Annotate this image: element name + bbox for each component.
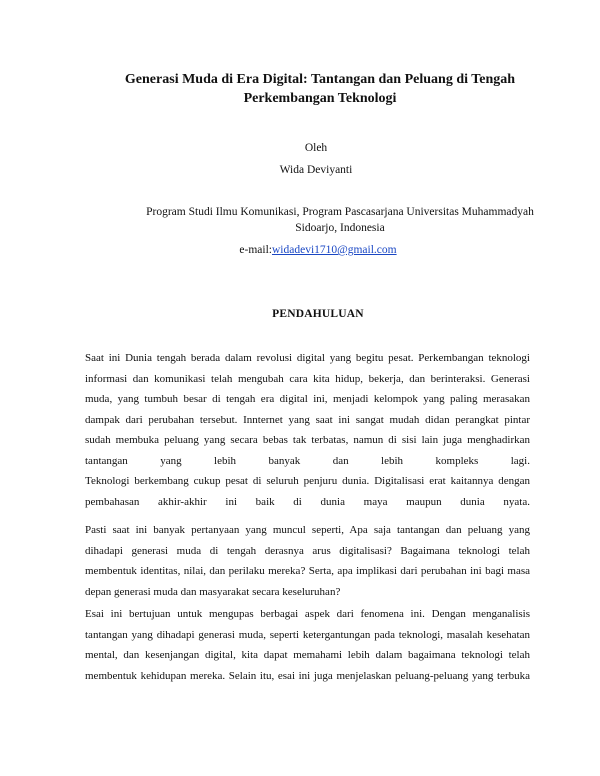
paragraph-line: dampak dari perubahan tersebut. Innternet yang saat ini sangat mudah didan perangkat pintar [85,413,530,426]
affiliation-line-2: Sidoarjo, Indonesia [295,222,385,234]
paragraph-line: membentuk identitas, nilai, dan perilaku mereka? Serta, apa implikasi dari perubahan ini bagi masa [85,565,530,577]
paragraph-line: pembahasan akhir-akhir ini baik di dunia maya maupun dunia nyata. [85,495,530,508]
paragraph-line: muda, yang tumbuh besar di tengah era digital ini, menjadi kelompok yang paling merasakan [85,393,530,405]
paragraph-line: Teknologi berkembang cukup pesat di seluruh penjuru dunia. Digitalisasi erat kaitannya dengan [85,475,530,487]
title-line-2: Perkembangan Teknologi [243,91,397,106]
email-label: e-mail: [239,244,272,256]
paragraph-line: Saat ini Dunia tengah berada dalam revolusi digital yang begitu pesat. Perkembangan teknologi [85,352,530,364]
paragraph-line: depan generasi muda dan masyarakat secara keseluruhan? [85,585,341,598]
paragraph-line: tantangan yang dihadapi generasi muda, seperti ketergantungan pada teknologi, masalah kesehatan [85,628,530,641]
paragraph-1 [85,348,530,512]
paragraph-line: Pasti saat ini banyak pertanyaan yang muncul seperti, Apa saja tantangan dan peluang yang [85,524,530,536]
affiliation-line-1: Program Studi Ilmu Komunikasi, Program Pascasarjana Universitas Muhammadyah [146,206,534,218]
paragraph-3 [85,604,530,686]
paragraph-line: dihadapi generasi muda di tengah derasnya arus digitalisasi? Bagaimana teknologi telah [85,544,530,557]
paragraph-2 [85,520,530,602]
by-label: Oleh [304,142,328,154]
title-line-1: Generasi Muda di Era Digital: Tantangan dan Peluang di Tengah [124,72,516,87]
paragraph-line: mental, dan kesenjangan digital, kita dapat memahami lebih dalam bagaimana teknologi telah [85,649,530,661]
paragraph-line: tantangan yang lebih banyak dan lebih kompleks lagi. [85,454,530,467]
paragraph-line: informasi dan komunikasi telah mengubah cara kita hidup, bekerja, dan berinteraksi. Generasi [85,372,530,385]
paragraph-line: Esai ini bertujuan untuk mengupas berbagai aspek dari fenomena ini. Dengan menganalisis [85,608,530,620]
author-name: Wida Deviyanti [279,164,353,176]
section-heading: PENDAHULUAN [272,308,364,320]
email-line [0,242,600,258]
email-link[interactable]: widadevi1710@gmail.com [271,244,397,256]
paragraph-line: sudah membuka peluang yang secara bebas tak terbatas, namun di sisi lain juga menghadirkan [85,434,530,446]
affiliation [140,204,540,236]
paragraph-line: membentuk kehidupan mereka. Selain itu, esai ini juga menjelaskan peluang-peluang yang terbuka [85,669,530,682]
paper-title [90,70,550,108]
